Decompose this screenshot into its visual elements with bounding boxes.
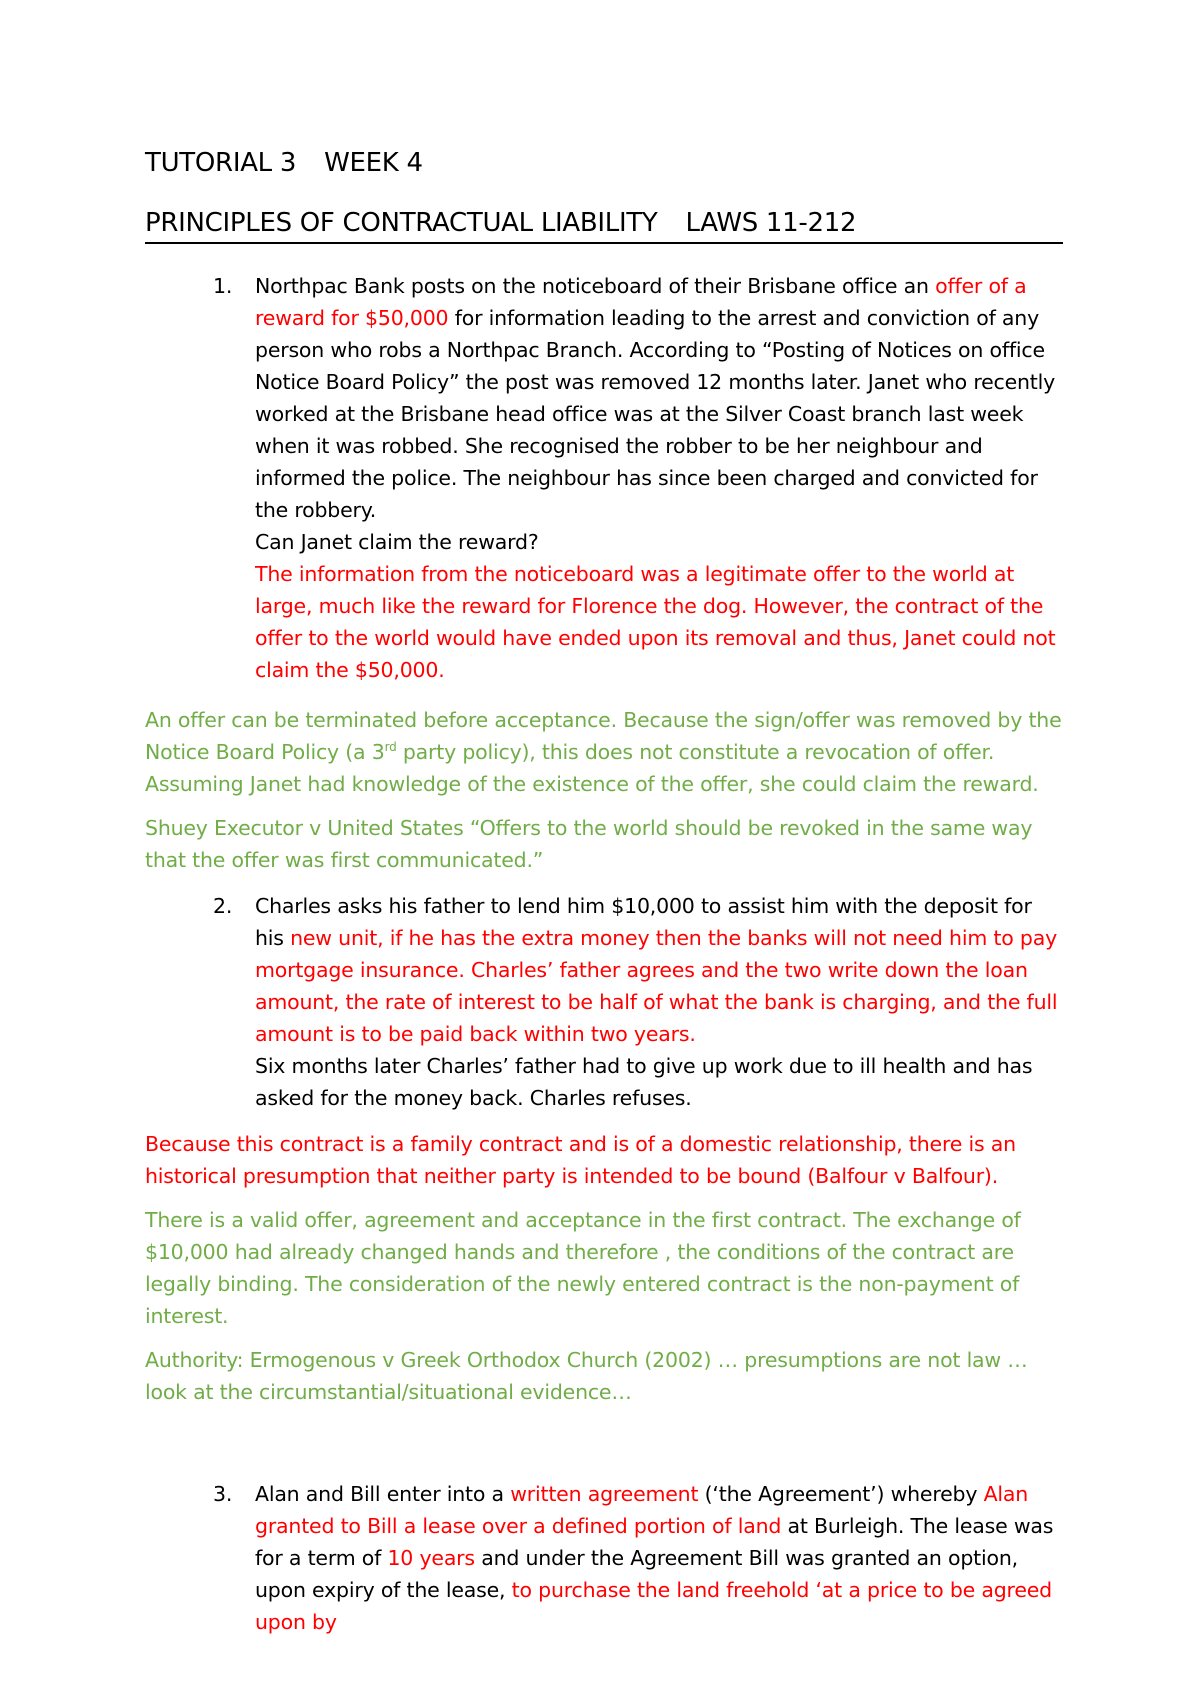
question-number: 1. — [213, 274, 233, 298]
note-paragraph — [145, 704, 1065, 800]
tutorial-title — [145, 150, 1065, 176]
question-number: 2. — [213, 894, 233, 918]
case-note: Shuey Executor v United States “Offers to the world should be revoked in the same way that the offer was first communicated.” — [145, 816, 1033, 872]
question-prompt: Can Janet claim the reward? — [255, 530, 539, 554]
question-text: Charles asks his father to lend him $10,000 to assist him with the deposit for his — [255, 894, 1032, 950]
question-2 — [145, 890, 1065, 1114]
question-text: for information leading to the arrest and conviction of any person who robs a Northpac Branch. According to “Posting of Notices on office Notice Board Policy” the post was removed 12 months later. Janet who recently worked at the Brisbane head office was at the Silver Coast branch last week when it was robbed. She recognised the robber to be her neighbour and informed the police. The neighbour has since been charged and convicted for the robbery. — [255, 306, 1056, 522]
week-label: WEEK 4 — [324, 148, 423, 178]
highlighted-text: written agreement — [510, 1482, 699, 1506]
superscript: rd — [384, 740, 397, 755]
highlighted-text: 10 years — [387, 1546, 475, 1570]
highlighted-text: new unit, if he has the extra money then the banks will not need him to pay mortgage insurance. Charles’ father agrees and the two write down the loan amount, the rate of interest to be half of what the bank is charging, and the full amount is to be paid back within two years. — [255, 926, 1058, 1046]
question-text: and under the Agreement Bill was granted an option, upon expiry of the lease, — [255, 1546, 1018, 1602]
authority-note: Authority: Ermogenous v Greek Orthodox Church (2002) … presumptions are not law … look at the circumstantial/situational evidence… — [145, 1348, 1028, 1404]
question-text: Alan and Bill enter into a — [255, 1482, 511, 1506]
question-1 — [145, 270, 1065, 686]
question-text: Six months later Charles’ father had to give up work due to ill health and has asked for the money back. Charles refuses. — [255, 1054, 1033, 1110]
course-code: LAWS 11-212 — [685, 208, 857, 238]
answer-text: The information from the noticeboard was a legitimate offer to the world at large, much like the reward for Florence the dog. However, the contract of the offer to the world would have ended upon its removal and thus, Janet could not claim the $50,000. — [255, 562, 1056, 682]
question-3 — [145, 1478, 1065, 1638]
note-text: party policy), this does not constitute a revocation of offer. Assuming Janet had knowledge of the existence of the offer, she could claim the reward. — [145, 740, 1039, 796]
course-name: PRINCIPLES OF CONTRACTUAL LIABILITY — [145, 208, 658, 238]
document-content — [145, 150, 1065, 1638]
highlighted-text: offer of a reward for $50,000 — [255, 274, 1027, 330]
note-paragraph: There is a valid offer, agreement and acceptance in the first contract. The exchange of $10,000 had already changed hands and therefore , the conditions of the contract are legally binding. The consideration of the newly entered contract is the non-payment of interest. — [145, 1208, 1021, 1328]
note-text: An offer can be terminated before acceptance. Because the sign/offer was removed by the Notice Board Policy (a 3 — [145, 708, 1062, 764]
question-list — [145, 890, 1065, 1114]
question-list — [145, 1478, 1065, 1638]
course-heading — [145, 210, 1063, 244]
question-number: 3. — [213, 1482, 233, 1506]
highlighted-text: Alan granted to Bill a lease over a defined portion of land — [255, 1482, 1029, 1538]
question-list — [145, 270, 1065, 686]
question-text: (‘the Agreement’) whereby — [698, 1482, 984, 1506]
answer-paragraph: Because this contract is a family contract and is of a domestic relationship, there is an historical presumption that neither party is intended to be bound (Balfour v Balfour). — [145, 1132, 1016, 1188]
highlighted-text: to purchase the land freehold ‘at a price to be agreed upon by — [255, 1578, 1052, 1634]
tutorial-number: TUTORIAL 3 — [145, 148, 297, 178]
question-text: at Burleigh. The lease was for a term of — [255, 1514, 1054, 1570]
question-text: Northpac Bank posts on the noticeboard of their Brisbane office an — [255, 274, 936, 298]
